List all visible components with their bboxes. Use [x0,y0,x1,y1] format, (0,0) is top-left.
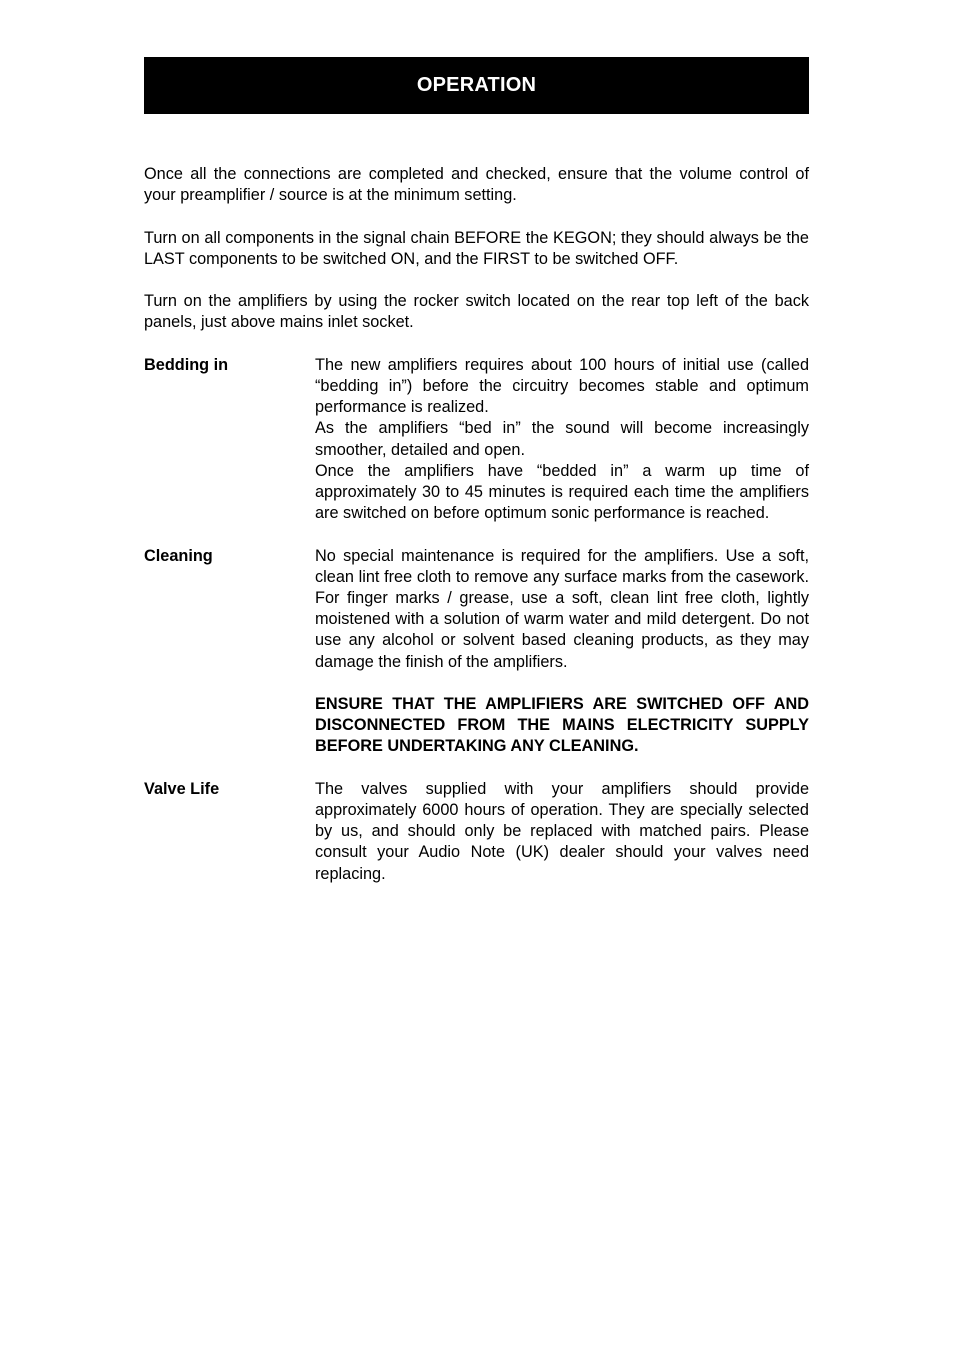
section-cleaning [144,546,809,758]
cleaning-warning: ENSURE THAT THE AMPLIFIERS ARE SWITCHED OFF AND DISCONNECTED FROM THE MAINS ELECTRICITY SUPPLY BEFORE UNDERTAKING ANY CLEANING. [315,695,809,756]
manual-page [144,57,809,906]
intro-paragraph: Once all the connections are completed and checked, ensure that the volume control of your preamplifier / source is at the minimum setting. [144,165,809,205]
intro-paragraph: Turn on the amplifiers by using the rocker switch located on the rear top left of the back panels, just above mains inlet socket. [144,292,809,332]
section-label: Bedding in [144,355,229,374]
section-title-bar [144,57,809,114]
body-paragraph: No special maintenance is required for the amplifiers. Use a soft, clean lint free cloth to remove any surface marks from the casework. For finger marks / grease, use a soft, clean lint free cloth, lightly moistened with a solution of warm water and mild detergent. Do not use any alcohol or solvent based cleaning products, as they may damage the finish of the amplifiers. [315,546,809,671]
section-label: Cleaning [144,546,213,565]
page-content [144,164,809,885]
section-body [315,546,809,758]
body-paragraph: The new amplifiers requires about 100 hours of initial use (called “bedding in”) before the circuitry becomes stable and optimum performance is realized. [315,355,809,417]
page-title: OPERATION [416,74,537,96]
body-paragraph: The valves supplied with your amplifiers should provide approximately 6000 hours of operation. They are specially selected by us, and should only be replaced with matched pairs. Please consult your Audio Note (UK) dealer should your valves need replacing. [315,779,809,883]
section-bedding-in [144,355,809,525]
intro-paragraph: Turn on all components in the signal chain BEFORE the KEGON; they should always be the LAST components to be switched ON, and the FIRST to be switched OFF. [144,228,809,268]
section-body [315,779,809,885]
body-paragraph: Once the amplifiers have “bedded in” a warm up time of approximately 30 to 45 minutes is required each time the amplifiers are switched on before optimum sonic performance is reached. [315,461,809,523]
section-valve-life [144,779,809,885]
intro-text [144,164,809,334]
body-paragraph: As the amplifiers “bed in” the sound will become increasingly smoother, detailed and open. [315,419,809,459]
section-label: Valve Life [144,779,220,798]
section-body [315,355,809,525]
